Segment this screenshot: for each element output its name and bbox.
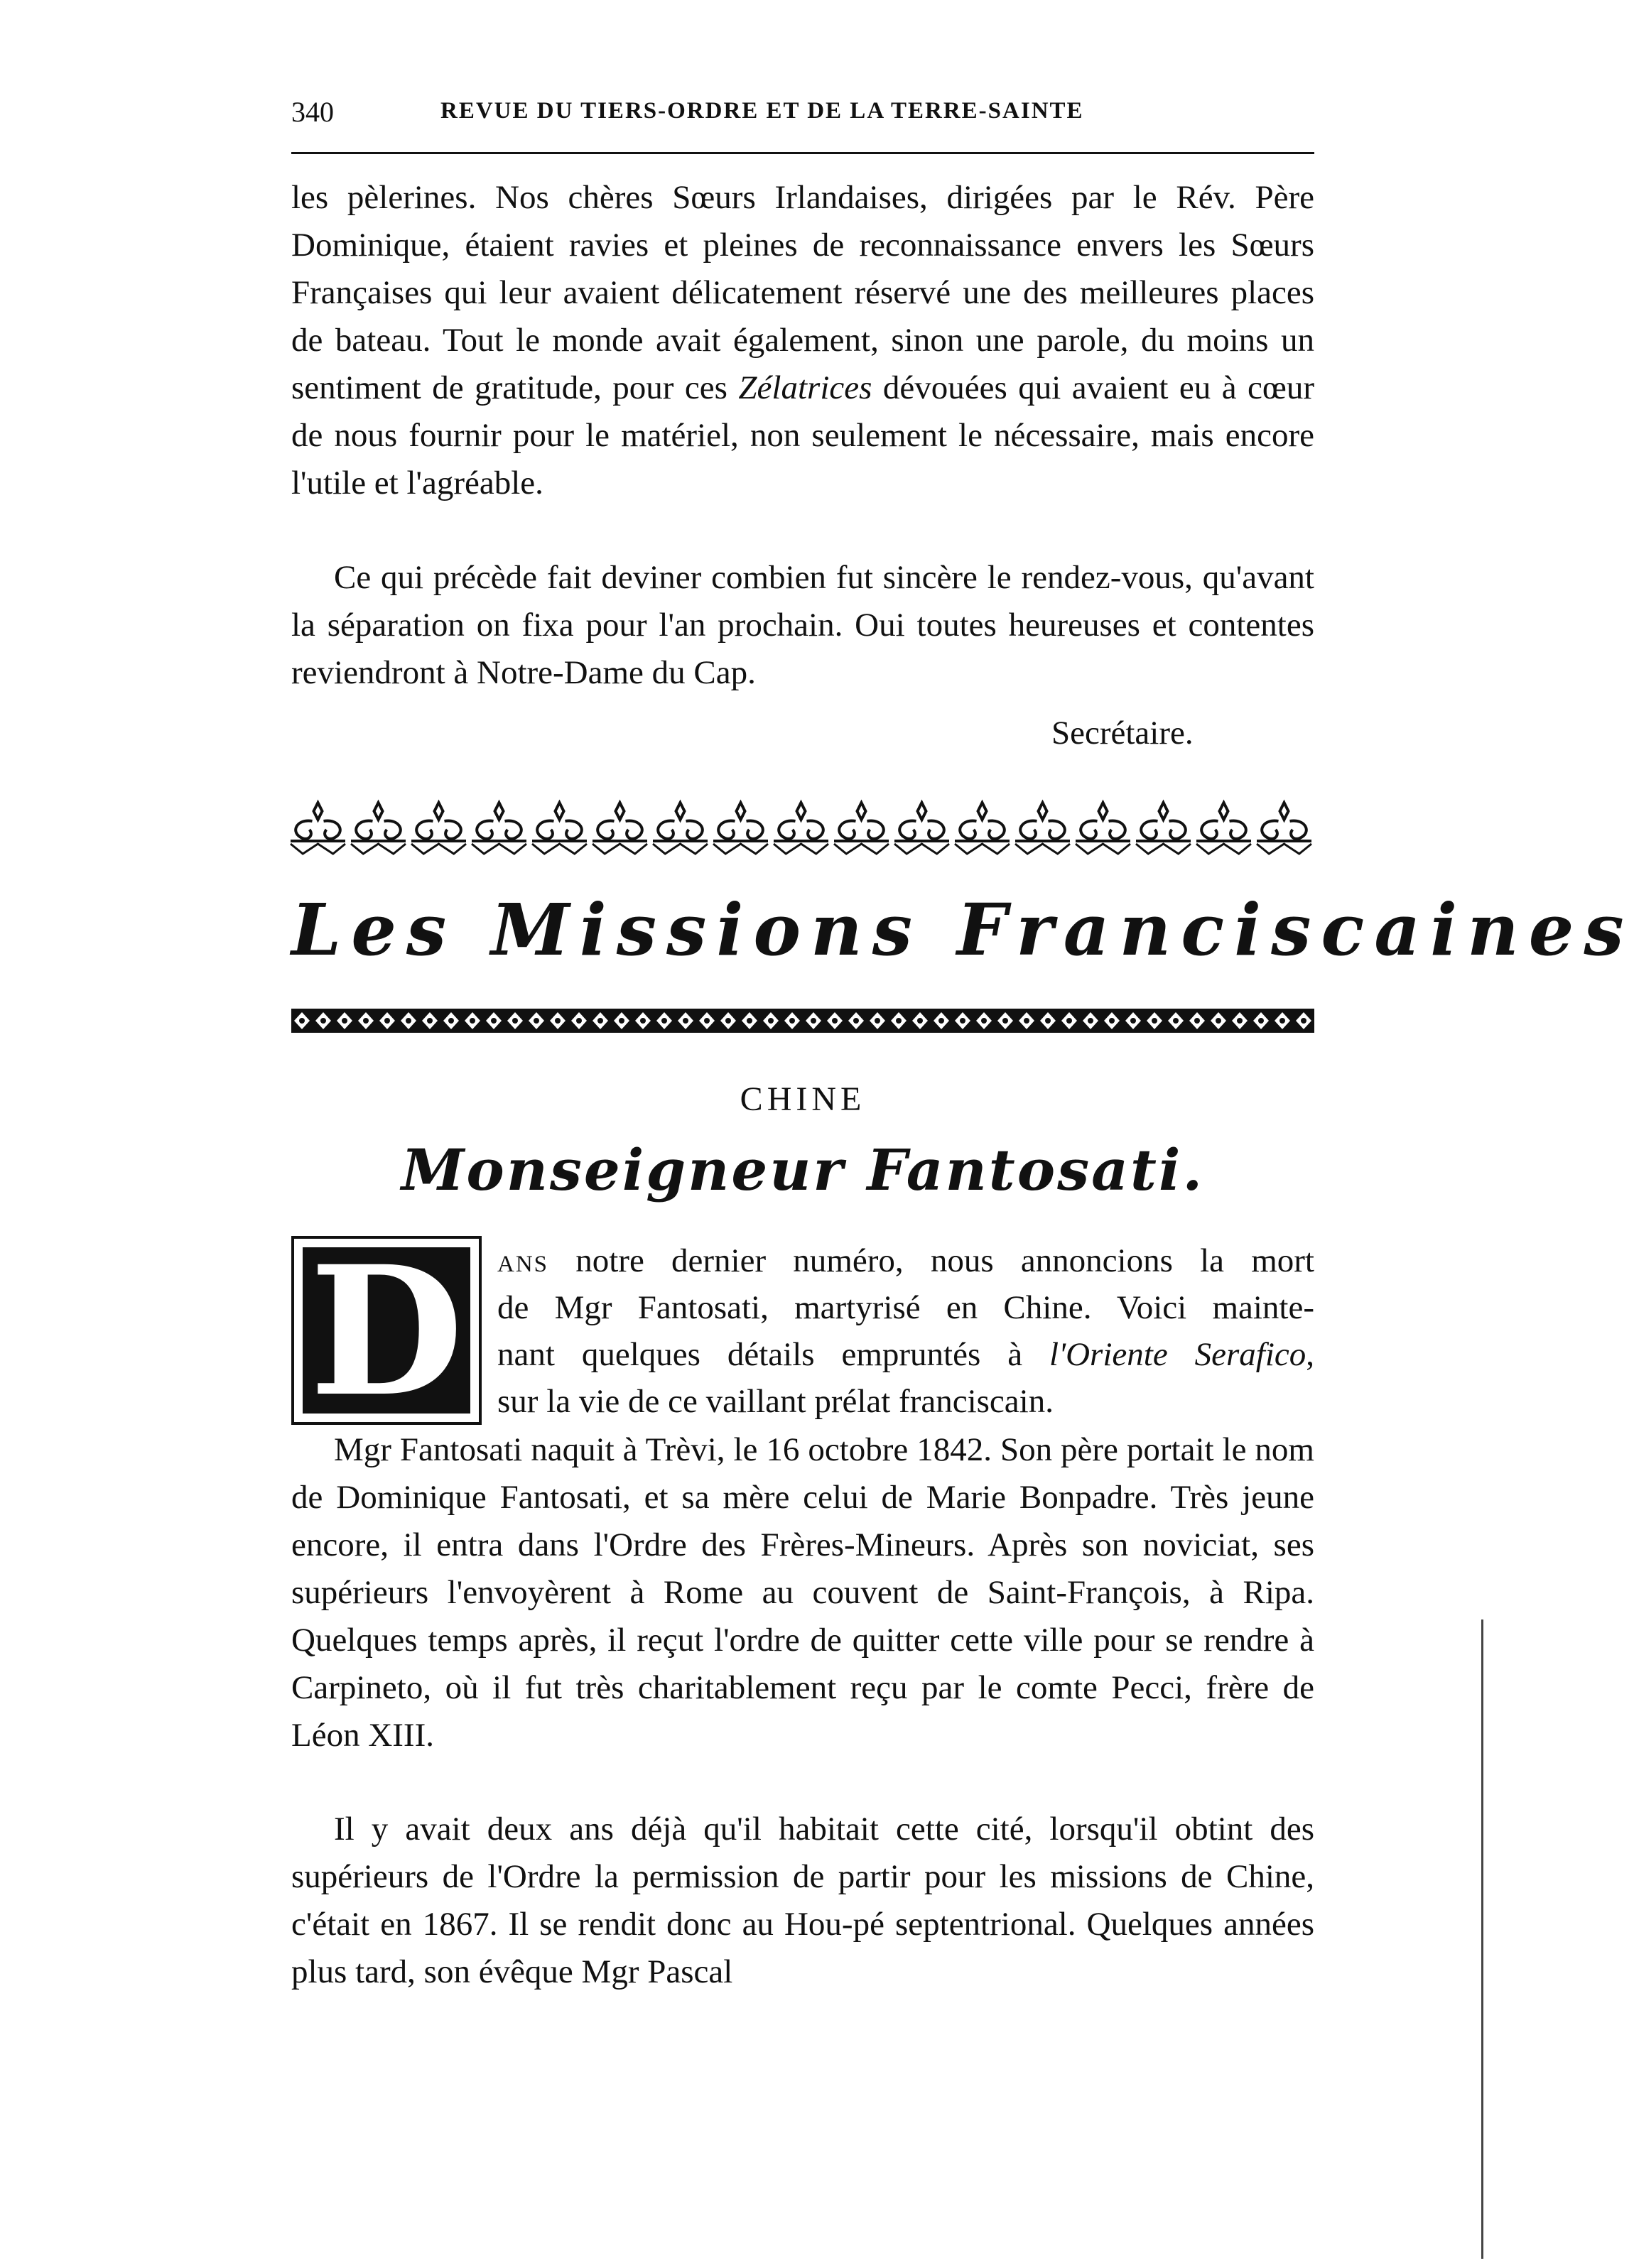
band-dot [1173, 1018, 1179, 1024]
band-dot [875, 1018, 880, 1024]
band-dot [960, 1018, 965, 1024]
paragraph-1-italic: Zélatrices [738, 369, 872, 406]
band-dot [1258, 1018, 1264, 1024]
intro-lines [497, 1237, 1314, 1425]
fleuron [834, 803, 889, 854]
band-dot [470, 1018, 475, 1024]
dropcap-background [303, 1227, 470, 1436]
intro-line-1 [497, 1237, 1314, 1284]
band-dot [1088, 1018, 1093, 1024]
fleur-de-lis-ornament-row [288, 797, 1314, 861]
band-dot [683, 1018, 688, 1024]
fleuron [713, 803, 768, 854]
band-dot [299, 1018, 305, 1024]
band-dot [342, 1018, 347, 1024]
paragraph-3: Mgr Fantosati naquit à Trèvi, le 16 octobre 1842. Son père portait le nom de Dominique Fantosati, et sa mère celui de Marie Bonpadre. Très jeune encore, il entra dans l'Ordre des Frères-Mineurs. Après son noviciat, ses supérieurs l'envoyèrent à Rome au couvent de Saint-François, à Ripa. Quelques temps après, il reçut l'ordre de quitter cette ville pour se rendre à Carpineto, où il fut très charitablement reçu par le comte Pecci, frère de Léon XIII. [291, 1431, 1314, 1754]
band-dot [576, 1018, 582, 1024]
page-number: 340 [291, 96, 334, 128]
band-dot [1279, 1018, 1285, 1024]
fleuron [411, 803, 466, 854]
signature: Secrétaire. [1051, 715, 1194, 752]
paragraph-2: Ce qui précède fait deviner combien fut sincère le rendez-vous, qu'avant la séparation on fixa pour l'an prochain. Oui toutes heureuses et contentes reviendront à Notre-Dame du Cap. [291, 559, 1314, 691]
checkered-band-ornament [291, 1009, 1314, 1033]
paragraph-1 [291, 174, 1314, 507]
band-dot [938, 1018, 944, 1024]
intro-line-3-text-b: , [1306, 1336, 1314, 1373]
intro-line-3-italic: l'Oriente Serafico [1049, 1336, 1306, 1373]
band-dot [427, 1018, 433, 1024]
country-heading: CHINE [740, 1080, 866, 1118]
band-dot [491, 1018, 497, 1024]
band-dot [384, 1018, 390, 1024]
fleuron [532, 803, 587, 854]
band-dot [1002, 1018, 1008, 1024]
band-dot [789, 1018, 795, 1024]
fleur-de-lis-ornament [288, 797, 1314, 861]
band-dot [619, 1018, 624, 1024]
band-dot [1045, 1018, 1051, 1024]
band-dot [1152, 1018, 1157, 1024]
fleuron [955, 803, 1010, 854]
margin-rule [1481, 1619, 1483, 2259]
band-dot [640, 1018, 646, 1024]
band-dot [917, 1018, 923, 1024]
paragraph-4: Il y avait deux ans déjà qu'il habitait cette cité, lorsqu'il obtint des supérieurs de l'Ordre la permission de partir pour les missions de Chine, c'était en 1867. Il se rendit donc au Hou-pé septentrional. Quelques années plus tard, son évêque Mgr Pascal [291, 1811, 1314, 1990]
running-title: REVUE DU TIERS-ORDRE ET DE LA TERRE-SAINTE [440, 98, 1084, 124]
fleuron [1015, 803, 1070, 854]
fleuron [291, 803, 345, 854]
intro-smallcaps: ans [497, 1242, 549, 1279]
fleuron [593, 803, 647, 854]
fleuron [653, 803, 708, 854]
band-dot [1237, 1018, 1243, 1024]
fleuron [894, 803, 949, 854]
paragraph-1-text-b: dévouées qui avaient eu à cœur de nous fournir pour le matériel, non seulement le nécessaire, mais encore l'utile et l'agréable. [291, 369, 1314, 501]
band-dot [320, 1018, 326, 1024]
band-dot [1066, 1018, 1072, 1024]
band-dot [981, 1018, 987, 1024]
section-title: Les Missions Franciscaines [291, 888, 1634, 972]
band-dot [555, 1018, 561, 1024]
fleuron [1196, 803, 1251, 854]
band-dot [534, 1018, 539, 1024]
band-dot [704, 1018, 710, 1024]
band-dot [811, 1018, 816, 1024]
band-dot [1216, 1018, 1221, 1024]
band-dot [1194, 1018, 1200, 1024]
band-dot [1301, 1018, 1306, 1024]
article-title: Monseigneur Fantosati. [401, 1136, 1205, 1203]
fleuron [1076, 803, 1130, 854]
band-dot [747, 1018, 752, 1024]
band-dot [1130, 1018, 1136, 1024]
band-dot [832, 1018, 838, 1024]
header-rule [291, 152, 1314, 154]
band-dot [448, 1018, 454, 1024]
band-dot [363, 1018, 369, 1024]
band-pattern [291, 1009, 1314, 1033]
fleuron [351, 803, 406, 854]
band-dot [1024, 1018, 1029, 1024]
intro-line-1-text: notre dernier numéro, nous annoncions la mort [548, 1242, 1314, 1279]
intro-line-4: sur la vie de ce vaillant prélat franciscain. [497, 1383, 1054, 1420]
band-dot [1109, 1018, 1115, 1024]
band-dot [597, 1018, 603, 1024]
intro-line-2: de Mgr Fantosati, martyrisé en Chine. Voici mainte- [497, 1289, 1314, 1326]
fleuron [472, 803, 526, 854]
band-dot [406, 1018, 411, 1024]
band-dot [661, 1018, 667, 1024]
band-dot [725, 1018, 731, 1024]
dropcap-frame [291, 1227, 482, 1436]
fleuron [1136, 803, 1191, 854]
band-dot [853, 1018, 859, 1024]
band-dot [896, 1018, 902, 1024]
band-dot [768, 1018, 774, 1024]
fleuron [774, 803, 828, 854]
intro-line-3-text-a: nant quelques détails empruntés à [497, 1336, 1049, 1373]
band-dot [512, 1018, 518, 1024]
fleuron [1257, 803, 1311, 854]
paragraph-1-text-a: les pèlerines. Nos chères Sœurs Irlandaises, dirigées par le Rév. Père Dominique, étaient ravies et pleines de reconnaissance envers les Sœurs Françaises qui leur avaient délicatement réservé une des meilleures places de bateau. Tout le monde avait également, sinon une parole, du moins un sentiment de gratitude, pour ces [291, 179, 1314, 406]
intro-line-3 [497, 1331, 1314, 1378]
dropcap-letter: D [309, 1227, 464, 1436]
